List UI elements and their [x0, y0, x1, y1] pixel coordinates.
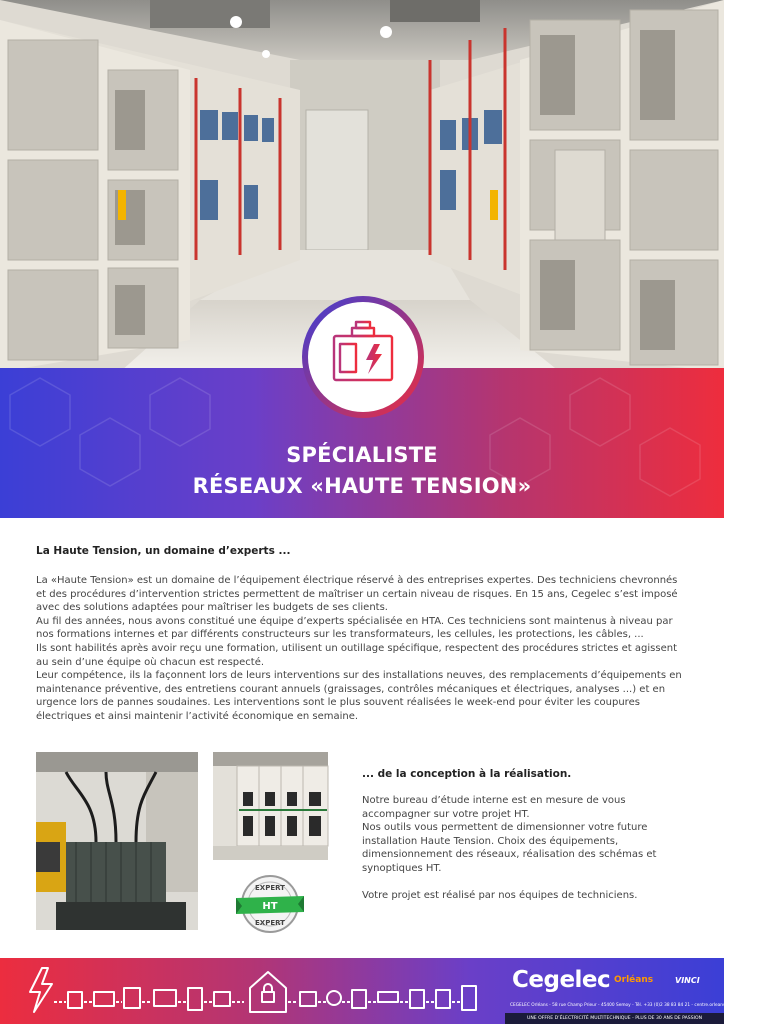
conception-title: ... de la conception à la réalisation. [362, 768, 572, 780]
screen-icon [154, 990, 176, 1006]
lightning-icon [30, 968, 52, 1012]
intro-paragraph: La «Haute Tension» est un domaine de l’équipement électrique réservé à des entreprises expertes. Des techniciens chevronnés et des procédures d’intervention strictes permettent de maîtriser un certain niveau de risques. En 15 ans, Cegelec s’est imposé avec des solutions adaptées pour maîtriser les budgets de ses clients. [36, 575, 678, 614]
sensor-icon [327, 991, 341, 1005]
generator-icon [308, 302, 418, 412]
brand-city: Orléans [614, 975, 654, 985]
transformer-photo [36, 752, 198, 930]
intro-paragraph: Au fil des années, nous avons constitué une équipe d’experts spécialisée en HTA. Ces techniciens sont maintenus à niveau par nos formations internes et par différents constructeurs sur les transformateurs, les cellules, les protections, les câbles, ... [36, 615, 673, 641]
generator-small-icon [94, 992, 114, 1006]
page-title-line1: SPÉCIALISTE [286, 443, 438, 467]
meter-icon [68, 992, 82, 1008]
conception-body [362, 794, 662, 903]
conception-spacer [362, 876, 662, 890]
intercom-icon [352, 990, 366, 1008]
generator-icon-badge [302, 296, 424, 418]
door-icon [462, 986, 476, 1010]
conception-paragraph: Nos outils vous permettent de dimensionner votre future installation Haute Tension. Choix des équipements, dimensionnement des réseaux, réalisation des schémas et synoptiques HT. [362, 822, 657, 874]
panel-icon [124, 988, 140, 1008]
footer-service-icons [28, 964, 498, 1020]
switchgear-cells-photo [213, 752, 328, 860]
expert-ht-badge [234, 872, 306, 936]
badge-bottom-text: EXPERT [255, 919, 285, 927]
intro-paragraph: Leur compétence, ils la façonnent lors de leurs interventions sur des installations neuves, des remplacements d’équipements en maintenance préventive, des entretiens courant annuels (graissages, contrôles mécaniques et électriques, analyses ...) et en urgence lors de pannes soudaines. Les interventions sont le plus souvent réalisées le week-end pour éviter les coupures électriques et ainsi maintenir l’activité économique en semaine. [36, 670, 682, 722]
badge-middle-text: HT [262, 901, 278, 912]
footer-address: CEGELEC Orléans - 58 rue Champ Prieur - 45400 Semoy - Tél. +33 (0)2 38 83 84 21 - centre.orleans@cegelec.com [510, 1003, 757, 1008]
intro-title: La Haute Tension, un domaine d’experts ... [36, 545, 291, 557]
footer-tagline: UNE OFFRE D’ÉLECTRICITÉ MULTITECHNIQUE - PLUS DE 30 ANS DE PASSION [505, 1013, 724, 1024]
keypad-icon [410, 990, 424, 1008]
page-title [0, 440, 724, 502]
alarm-icon [300, 992, 316, 1006]
intro-paragraph: Ils sont habilités après avoir reçu une formation, utilisent un outillage spécifique, respectent des procédures strictes et agissent au sein d’une équipe où chacun est respecté. [36, 642, 677, 668]
conception-paragraph: Notre bureau d’étude interne est en mesure de vous accompagner sur votre projet HT. [362, 795, 626, 820]
intro-body [36, 574, 688, 724]
switch-icon [214, 992, 230, 1006]
reader-icon [436, 990, 450, 1008]
cabinet-icon [188, 988, 202, 1010]
vinci-logo: VINCI [675, 976, 700, 985]
brand-logo-cegelec: Cegelec [512, 967, 611, 993]
badge-top-text: EXPERT [255, 884, 285, 892]
camera-icon [378, 992, 398, 1002]
conception-paragraph: Votre projet est réalisé par nos équipes de techniciens. [362, 890, 638, 902]
page-title-line2: RÉSEAUX «HAUTE TENSION» [192, 474, 532, 498]
